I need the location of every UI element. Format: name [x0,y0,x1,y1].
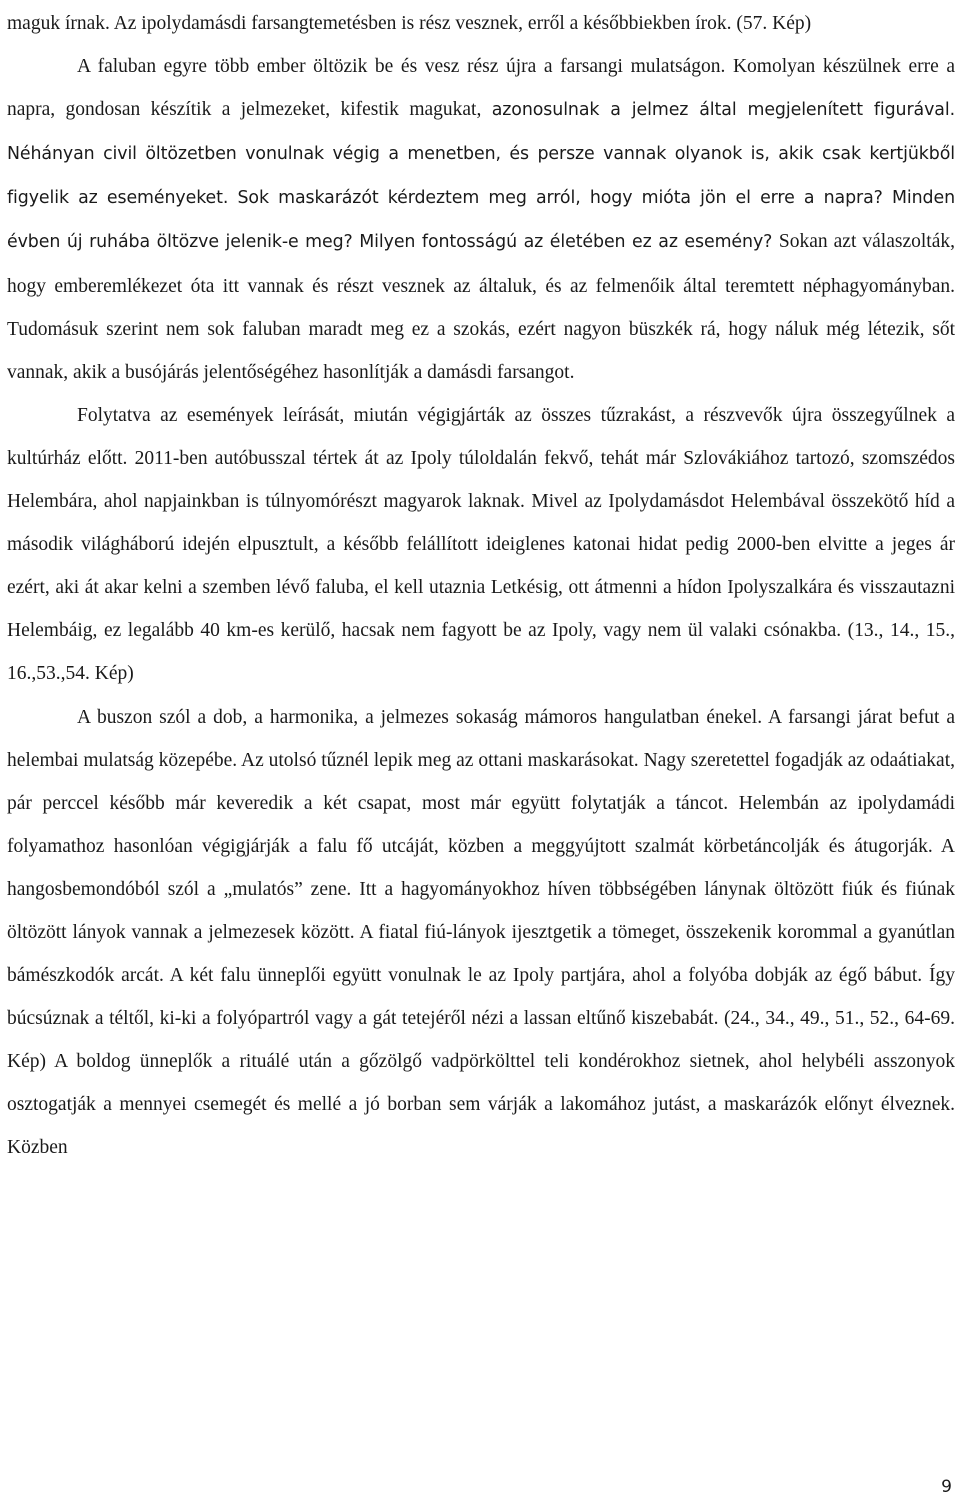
text-segment: A buszon szól a dob, a harmonika, a jelmezes sokaság mámoros hangulatban énekel. A farsangi járat befut a helembai mulatság közepébe. Az utolsó tűznél lepik meg az ottani maskarásokat. Nagy szeretettel fogadják az odaátiakat, pár perccel később már keveredik a két csapat, most már együtt folytatják a táncot. Helembán az ipolydamádi folyamathoz hasonlóan végigjárják a falu fő utcáját, közben a meggyújtott szalmát körbetáncolják és átugorják. A hangosbemondóból szól a „mulatós” zene. Itt a hagyományokhoz híven többségében lánynak öltözött fiúk és fiúnak öltözött lányok vannak a jelmezesek között. A fiatal fiú-lányok ijesztgetik a tömeget, összekenik korommal a gyanútlan bámészkodók arcát. A két falu ünneplői együtt vonulnak le az Ipoly partjára, ahol a folyóba dobják az égő bábut. Így búcsúznak a téltől, ki-ki a folyópartról vagy a gát tetejéről nézi a lassan eltűnő kiszebabát. (24., 34., 49., 51., 52., 64-69. Kép) A boldog ünneplők a rituálé után a gőzölgő vadpörkölttel teli kondérokhoz sietnek, ahol helybéli asszonyok osztogatják a mennyei csemegét és mellé a jó borban sem várják a lakomához jutást, a maskarázók előnyt élveznek. Közben [7,706,955,1159]
paragraph [7,45,955,394]
text-segment: Folytatva az események leírását, miután végigjárták az összes tűzrakást, a részvevők újra összegyűlnek a kultúrház előtt. 2011-ben autóbusszal tértek át az Ipoly túloldalán fekvő, tehát már Szlovákiához tartozó, szomszédos Helembára, ahol napjainkban is túlnyomórészt magyarok laknak. Mivel az Ipolydamásdot Helembával összekötő híd a második világháború idején elpusztult, a később felállított ideiglenes katonai hidat pedig 2000-ben elvitte a jeges ár ezért, aki át akar kelni a szemben lévő faluba, el kell utaznia Letkésig, ott átmenni a hídon Ipolyszalkára és visszautazni Helembáig, ez legalább 40 km-es kerülő, hacsak nem fagyott be az Ipoly, vagy nem ül valaki csónakba. (13., 14., 15., 16.,53.,54. Kép) [7,404,955,685]
paragraph [7,394,955,696]
text-segment: azonosulnak a jelmez által megjelenített figurával. Néhányan civil öltözetben vonulnak végig a menetben, és persze vannak olyanok is, akik csak kertjükből figyelik az eseményeket. Sok maskarázót kérdeztem meg arról, hogy mióta jön el erre a napra? Minden évben új ruhába öltözve jelenik-e meg? Milyen fontosságú az életében ez az esemény? [7,100,955,253]
paragraph [7,2,955,45]
text-segment: maguk írnak. Az ipolydamásdi farsangtemetésben is rész vesznek, erről a későbbiekben írok. (57. Kép) [7,13,812,34]
document-body [7,2,955,1170]
page-number: 9 [941,1477,952,1497]
paragraph [7,696,955,1170]
text-segment: A faluban egyre több ember öltözik be és vesz rész újra a farsangi mulatságon. Komolyan készülnek erre a napra, gondosan készítik a jelmezeket, kifestik magukat, [7,56,955,121]
text-segment: Sokan azt válaszolták, hogy emberemlékezet óta itt vannak és részt vesznek az általuk, és az felmenőik által teremtett néphagyományban. Tudomásuk szerint nem sok faluban maradt meg ez a szokás, ezért nagyon büszkék rá, hogy náluk még létezik, sőt vannak, akik a busójárás jelentőségéhez hasonlítják a damásdi farsangot. [7,231,955,383]
